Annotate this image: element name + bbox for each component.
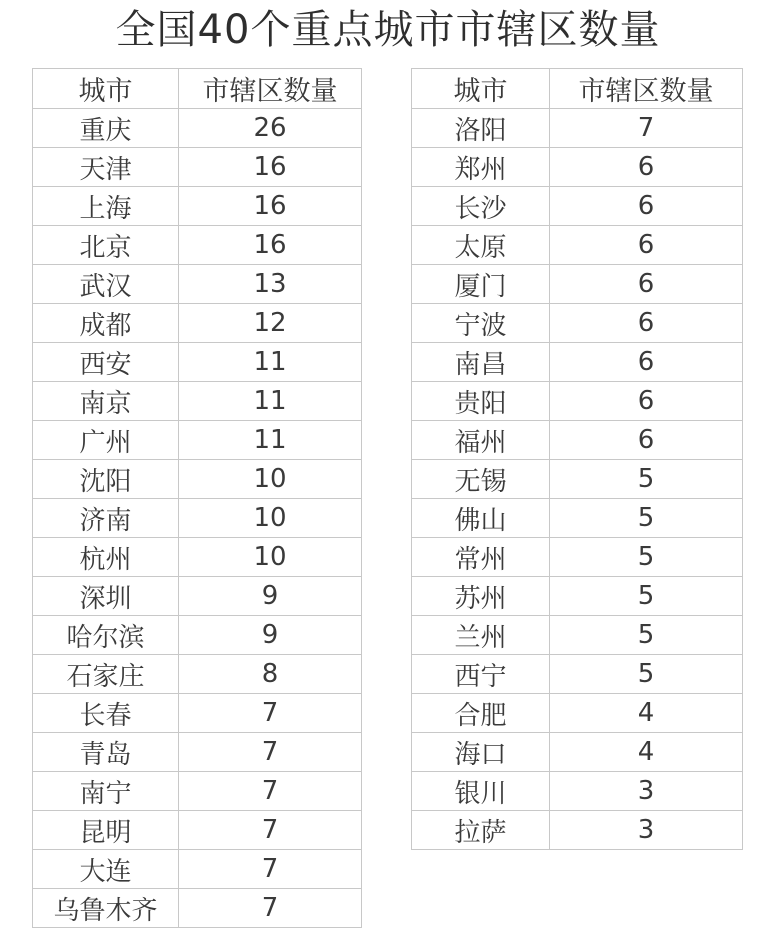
district-count-cell: 10 [179, 499, 362, 538]
city-name-cell: 杭州 [33, 538, 179, 577]
district-count-cell: 11 [179, 343, 362, 382]
district-count-cell: 7 [179, 733, 362, 772]
city-name-cell: 合肥 [412, 694, 550, 733]
city-name-cell: 洛阳 [412, 109, 550, 148]
table-row [412, 499, 743, 538]
table-row [412, 694, 743, 733]
district-count-cell: 12 [179, 304, 362, 343]
district-count-cell: 6 [550, 343, 743, 382]
city-name-cell: 长沙 [412, 187, 550, 226]
district-count-cell: 4 [550, 733, 743, 772]
district-count-cell: 3 [550, 772, 743, 811]
table-row [33, 889, 362, 928]
city-name-cell: 西安 [33, 343, 179, 382]
city-name-cell: 福州 [412, 421, 550, 460]
table-row [33, 733, 362, 772]
table-row [33, 577, 362, 616]
district-count-cell: 3 [550, 811, 743, 850]
city-name-cell: 青岛 [33, 733, 179, 772]
city-name-cell: 郑州 [412, 148, 550, 187]
district-count-cell: 11 [179, 382, 362, 421]
table-row [412, 226, 743, 265]
district-count-cell: 13 [179, 265, 362, 304]
district-count-cell: 5 [550, 460, 743, 499]
district-count-cell: 8 [179, 655, 362, 694]
district-count-cell: 6 [550, 226, 743, 265]
table-row [412, 538, 743, 577]
table-row [33, 226, 362, 265]
district-count-cell: 7 [179, 850, 362, 889]
table-row [412, 811, 743, 850]
table-row [412, 577, 743, 616]
city-name-cell: 哈尔滨 [33, 616, 179, 655]
page-title: 全国40个重点城市市辖区数量 [115, 7, 661, 53]
table-row [33, 694, 362, 733]
table-row [33, 655, 362, 694]
city-name-cell: 深圳 [33, 577, 179, 616]
city-name-cell: 太原 [412, 226, 550, 265]
district-count-cell: 10 [179, 460, 362, 499]
table-row [412, 616, 743, 655]
table-row [33, 538, 362, 577]
city-name-cell: 北京 [33, 226, 179, 265]
table-row [33, 382, 362, 421]
district-count-cell: 6 [550, 304, 743, 343]
district-count-column-header: 市辖区数量 [179, 69, 362, 109]
city-name-cell: 昆明 [33, 811, 179, 850]
city-name-cell: 海口 [412, 733, 550, 772]
district-count-cell: 10 [179, 538, 362, 577]
table-row [33, 343, 362, 382]
table-row [412, 343, 743, 382]
city-name-cell: 银川 [412, 772, 550, 811]
district-count-cell: 7 [179, 772, 362, 811]
city-name-cell: 济南 [33, 499, 179, 538]
table-row [412, 304, 743, 343]
table-row [33, 772, 362, 811]
table-row [33, 421, 362, 460]
city-name-cell: 无锡 [412, 460, 550, 499]
district-count-cell: 26 [179, 109, 362, 148]
city-name-cell: 大连 [33, 850, 179, 889]
table-row [33, 460, 362, 499]
district-count-cell: 9 [179, 577, 362, 616]
city-name-cell: 重庆 [33, 109, 179, 148]
table-row [33, 304, 362, 343]
city-name-cell: 南京 [33, 382, 179, 421]
table-row [412, 187, 743, 226]
city-name-cell: 乌鲁木齐 [33, 889, 179, 928]
city-name-cell: 贵阳 [412, 382, 550, 421]
table-row [412, 109, 743, 148]
right-table-body [412, 109, 743, 850]
city-name-cell: 天津 [33, 148, 179, 187]
district-count-cell: 7 [179, 694, 362, 733]
table-row [33, 499, 362, 538]
city-name-cell: 沈阳 [33, 460, 179, 499]
city-name-cell: 石家庄 [33, 655, 179, 694]
city-name-cell: 宁波 [412, 304, 550, 343]
district-count-cell: 6 [550, 382, 743, 421]
table-header-row [412, 69, 743, 109]
district-count-cell: 7 [179, 811, 362, 850]
table-row [33, 109, 362, 148]
district-count-cell: 16 [179, 226, 362, 265]
district-count-cell: 5 [550, 616, 743, 655]
district-count-cell: 11 [179, 421, 362, 460]
table-row [33, 616, 362, 655]
city-name-cell: 南宁 [33, 772, 179, 811]
table-row [412, 382, 743, 421]
table-row [412, 265, 743, 304]
district-count-cell: 6 [550, 265, 743, 304]
district-count-cell: 9 [179, 616, 362, 655]
district-count-cell: 5 [550, 499, 743, 538]
city-name-cell: 西宁 [412, 655, 550, 694]
table-row [412, 421, 743, 460]
table-row [33, 265, 362, 304]
city-name-cell: 拉萨 [412, 811, 550, 850]
district-count-cell: 7 [179, 889, 362, 928]
right-district-table [411, 68, 743, 850]
city-name-cell: 厦门 [412, 265, 550, 304]
district-count-cell: 16 [179, 148, 362, 187]
city-name-cell: 成都 [33, 304, 179, 343]
city-name-cell: 苏州 [412, 577, 550, 616]
city-name-cell: 上海 [33, 187, 179, 226]
table-header-row [33, 69, 362, 109]
district-count-cell: 7 [550, 109, 743, 148]
table-row [412, 148, 743, 187]
table-row [33, 811, 362, 850]
district-count-cell: 6 [550, 148, 743, 187]
district-count-cell: 5 [550, 538, 743, 577]
city-name-cell: 常州 [412, 538, 550, 577]
city-column-header: 城市 [412, 69, 550, 109]
district-count-cell: 6 [550, 187, 743, 226]
city-name-cell: 广州 [33, 421, 179, 460]
district-count-cell: 4 [550, 694, 743, 733]
city-column-header: 城市 [33, 69, 179, 109]
district-count-cell: 16 [179, 187, 362, 226]
city-name-cell: 武汉 [33, 265, 179, 304]
district-count-cell: 6 [550, 421, 743, 460]
table-row [412, 655, 743, 694]
left-table-body [33, 109, 362, 928]
district-count-cell: 5 [550, 655, 743, 694]
left-district-table [32, 68, 362, 928]
table-row [412, 772, 743, 811]
city-name-cell: 兰州 [412, 616, 550, 655]
city-name-cell: 佛山 [412, 499, 550, 538]
table-row [33, 850, 362, 889]
city-name-cell: 长春 [33, 694, 179, 733]
table-row [412, 460, 743, 499]
district-count-cell: 5 [550, 577, 743, 616]
city-name-cell: 南昌 [412, 343, 550, 382]
table-row [412, 733, 743, 772]
table-row [33, 148, 362, 187]
district-count-column-header: 市辖区数量 [550, 69, 743, 109]
table-row [33, 187, 362, 226]
